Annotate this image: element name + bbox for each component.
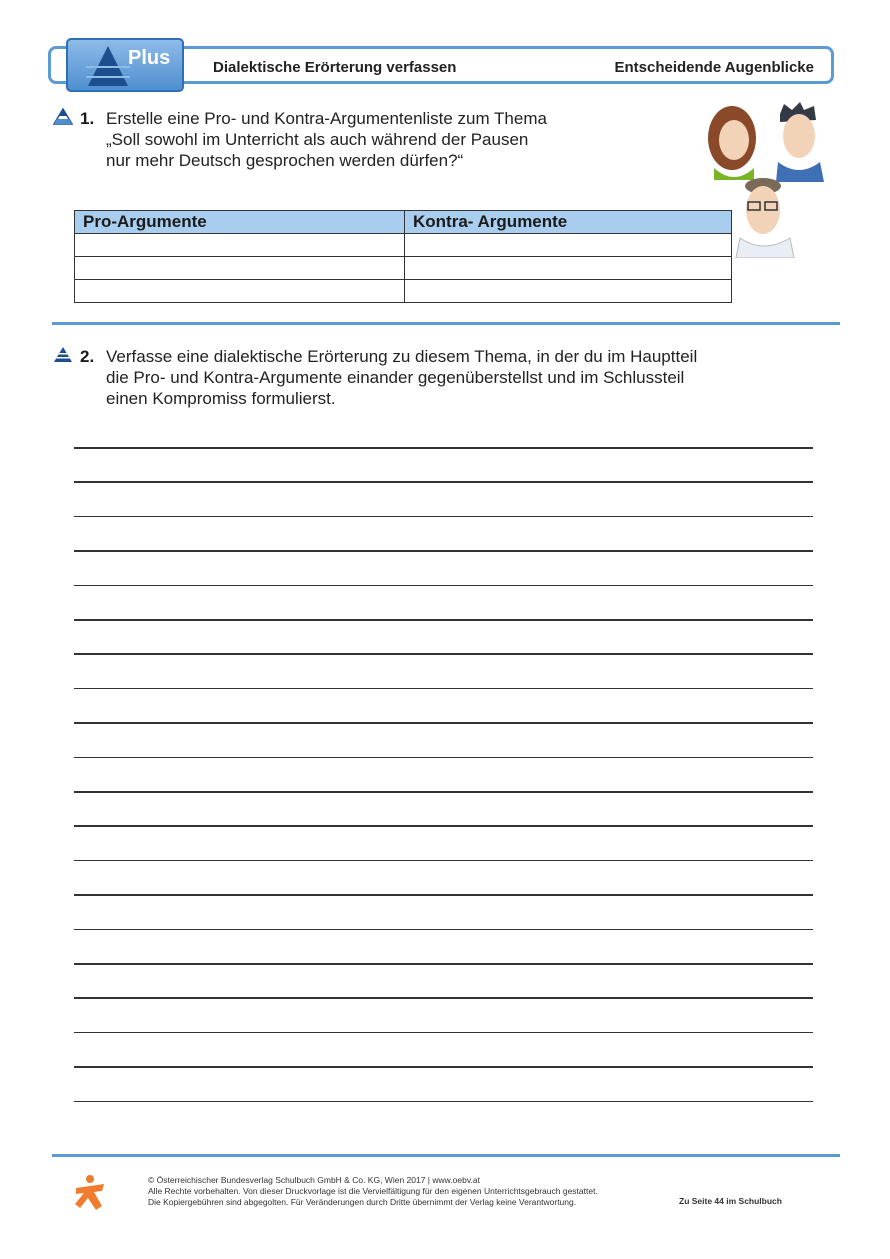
writing-line[interactable] — [74, 722, 813, 724]
copyright-notice — [148, 1175, 598, 1208]
writing-line[interactable] — [74, 619, 813, 621]
table-row — [75, 234, 732, 257]
writing-line[interactable] — [74, 481, 813, 483]
task-1-number: 1. — [80, 109, 95, 128]
table-row — [75, 280, 732, 303]
argument-table — [74, 210, 732, 303]
logo-text: Plus — [128, 47, 171, 69]
writing-line[interactable] — [74, 929, 813, 931]
difficulty-pyramid-icon — [53, 346, 73, 363]
writing-line[interactable] — [74, 963, 813, 965]
writing-line[interactable] — [74, 997, 813, 999]
contra-cell[interactable] — [405, 280, 732, 303]
writing-line[interactable] — [74, 585, 813, 587]
task-1-line: Erstelle eine Pro- und Kontra-Argumentenliste zum Thema — [106, 109, 547, 128]
writing-line[interactable] — [74, 894, 813, 896]
plus-logo — [66, 38, 184, 92]
task-1-line: „Soll sowohl im Unterricht als auch während der Pausen — [106, 130, 529, 149]
difficulty-pyramid-icon — [53, 108, 73, 125]
task-1-instruction — [106, 108, 547, 171]
writing-line[interactable] — [74, 791, 813, 793]
contra-header: Kontra- Argumente — [405, 211, 732, 234]
worksheet-title: Dialektische Erörterung verfassen — [213, 59, 457, 76]
table-row — [75, 257, 732, 280]
writing-line[interactable] — [74, 516, 813, 518]
pro-header: Pro-Argumente — [75, 211, 405, 234]
writing-line[interactable] — [74, 1101, 813, 1103]
writing-line[interactable] — [74, 1032, 813, 1034]
pyramid-icon — [86, 44, 130, 88]
copyright-line: © Österreichischer Bundesverlag Schulbuch GmbH & Co. KG, Wien 2017 | www.oebv.at — [148, 1175, 480, 1185]
contra-cell[interactable] — [405, 234, 732, 257]
pro-cell[interactable] — [75, 234, 405, 257]
footer-divider — [52, 1154, 840, 1157]
copyright-line: Alle Rechte vorbehalten. Von dieser Druckvorlage ist die Vervielfältigung für den eigenen Unterrichtsgebrauch gestattet. — [148, 1186, 598, 1196]
writing-line[interactable] — [74, 860, 813, 862]
task-1-line: nur mehr Deutsch gesprochen werden dürfen?“ — [106, 151, 464, 170]
oebv-logo-icon — [72, 1174, 108, 1212]
writing-line[interactable] — [74, 653, 813, 655]
task-2-number: 2. — [80, 347, 95, 366]
writing-line[interactable] — [74, 825, 813, 827]
page-reference: Zu Seite 44 im Schulbuch — [679, 1196, 782, 1206]
task-2-line: einen Kompromiss formulierst. — [106, 389, 336, 408]
copyright-line: Die Kopiergebühren sind abgegolten. Für Veränderungen durch Dritte übernimmt der Verlag keine Verantwortung. — [148, 1197, 577, 1207]
pro-cell[interactable] — [75, 257, 405, 280]
task-2-line: Verfasse eine dialektische Erörterung zu diesem Thema, in der du im Hauptteil — [106, 347, 698, 366]
writing-line[interactable] — [74, 1066, 813, 1068]
section-divider — [52, 322, 840, 325]
task-2-instruction — [106, 346, 697, 409]
writing-line[interactable] — [74, 757, 813, 759]
writing-line[interactable] — [74, 447, 813, 449]
writing-line[interactable] — [74, 550, 813, 552]
task-2-line: die Pro- und Kontra-Argumente einander gegenüberstellst und im Schlussteil — [106, 368, 685, 387]
pro-cell[interactable] — [75, 280, 405, 303]
contra-cell[interactable] — [405, 257, 732, 280]
writing-line[interactable] — [74, 688, 813, 690]
chapter-title: Entscheidende Augenblicke — [614, 59, 814, 76]
